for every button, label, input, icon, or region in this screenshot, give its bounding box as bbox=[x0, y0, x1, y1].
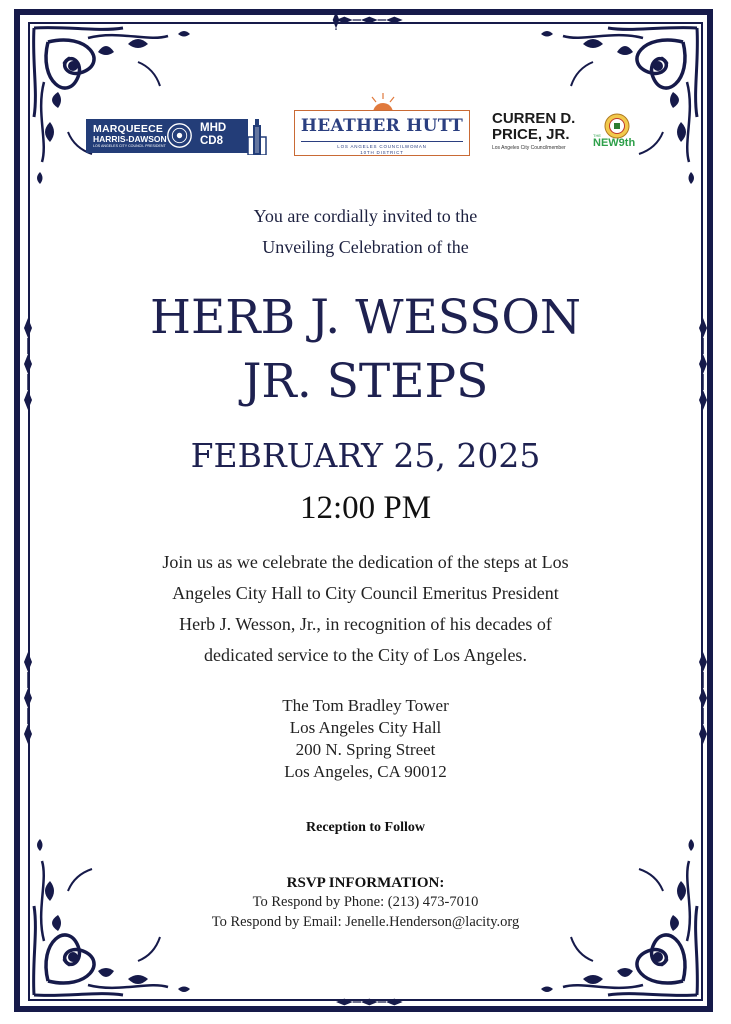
top-diamond-icon bbox=[326, 10, 406, 30]
corner-flourish-icon bbox=[28, 821, 208, 1001]
body-line-1: Join us as we celebrate the dedication of the steps at Los bbox=[162, 552, 569, 572]
city-seal-icon bbox=[604, 113, 630, 139]
invite-line-2: Unveiling Celebration of the bbox=[262, 237, 469, 257]
corner-flourish-icon bbox=[523, 821, 703, 1001]
address-line-3: 200 N. Spring Street bbox=[295, 740, 436, 759]
logo-hutt-subtitle1: LOS ANGELES COUNCILWOMAN bbox=[337, 144, 427, 149]
address-line-4: Los Angeles, CA 90012 bbox=[284, 762, 447, 781]
address-line-1: The Tom Bradley Tower bbox=[282, 696, 449, 715]
top-diamond-icon bbox=[326, 992, 406, 1012]
logo-mhd-name2: HARRIS-DAWSON bbox=[93, 134, 167, 144]
logo-harris-dawson bbox=[86, 117, 268, 155]
logo-heather-hutt bbox=[294, 110, 470, 156]
event-time: 12:00 PM bbox=[299, 490, 432, 526]
logo-price-new9th: NEW9th bbox=[593, 137, 636, 149]
reception-note: Reception to Follow bbox=[306, 820, 425, 835]
logo-mhd-subtitle: LOS ANGELES CITY COUNCIL PRESIDENT bbox=[93, 144, 166, 148]
rsvp-phone: To Respond by Phone: (213) 473-7010 bbox=[252, 894, 479, 910]
logo-hutt-subtitle2: 10TH DISTRICT bbox=[360, 149, 404, 155]
city-seal-icon bbox=[166, 122, 193, 149]
invite-line-1: You are cordially invited to the bbox=[253, 206, 478, 226]
event-title-line-1: HERB J. WESSON bbox=[149, 290, 582, 345]
city-hall-tower-icon bbox=[246, 117, 268, 155]
body-line-3: Herb J. Wesson, Jr., in recognition of his decades of bbox=[179, 614, 552, 634]
logo-price-the: THE bbox=[593, 133, 601, 138]
logo-hutt-name: HEATHER HUTT bbox=[300, 116, 464, 136]
logo-mhd-code1: MHD bbox=[200, 122, 227, 134]
logo-curren-price bbox=[492, 111, 652, 157]
logo-hutt-subtitle bbox=[295, 144, 469, 155]
event-date: FEBRUARY 25, 2025 bbox=[190, 436, 541, 475]
logo-mhd-code bbox=[200, 122, 226, 148]
logo-mhd-name1: MARQUEECE bbox=[93, 123, 164, 135]
address-line-2: Los Angeles City Hall bbox=[289, 718, 442, 737]
corner-flourish-icon bbox=[28, 22, 208, 202]
logo-price-name bbox=[492, 111, 575, 143]
logo-price-name1: CURREN D. bbox=[492, 110, 576, 127]
logo-mhd-block bbox=[86, 119, 248, 153]
rsvp-email: To Respond by Email: Jenelle.Henderson@lacity.org bbox=[211, 914, 520, 930]
body-line-4: dedicated service to the City of Los Angeles. bbox=[204, 645, 527, 665]
body-line-2: Angeles City Hall to City Council Emeritus President bbox=[172, 583, 559, 603]
rsvp-heading: RSVP INFORMATION: bbox=[286, 875, 445, 891]
logo-price-name2: PRICE, JR. bbox=[492, 126, 570, 143]
logo-mhd-code2: CD8 bbox=[200, 135, 224, 147]
logo-hutt-divider bbox=[301, 141, 463, 142]
logo-price-subtitle: Los Angeles City Councilmember bbox=[492, 145, 566, 151]
event-title-line-2: JR. STEPS bbox=[242, 354, 489, 409]
